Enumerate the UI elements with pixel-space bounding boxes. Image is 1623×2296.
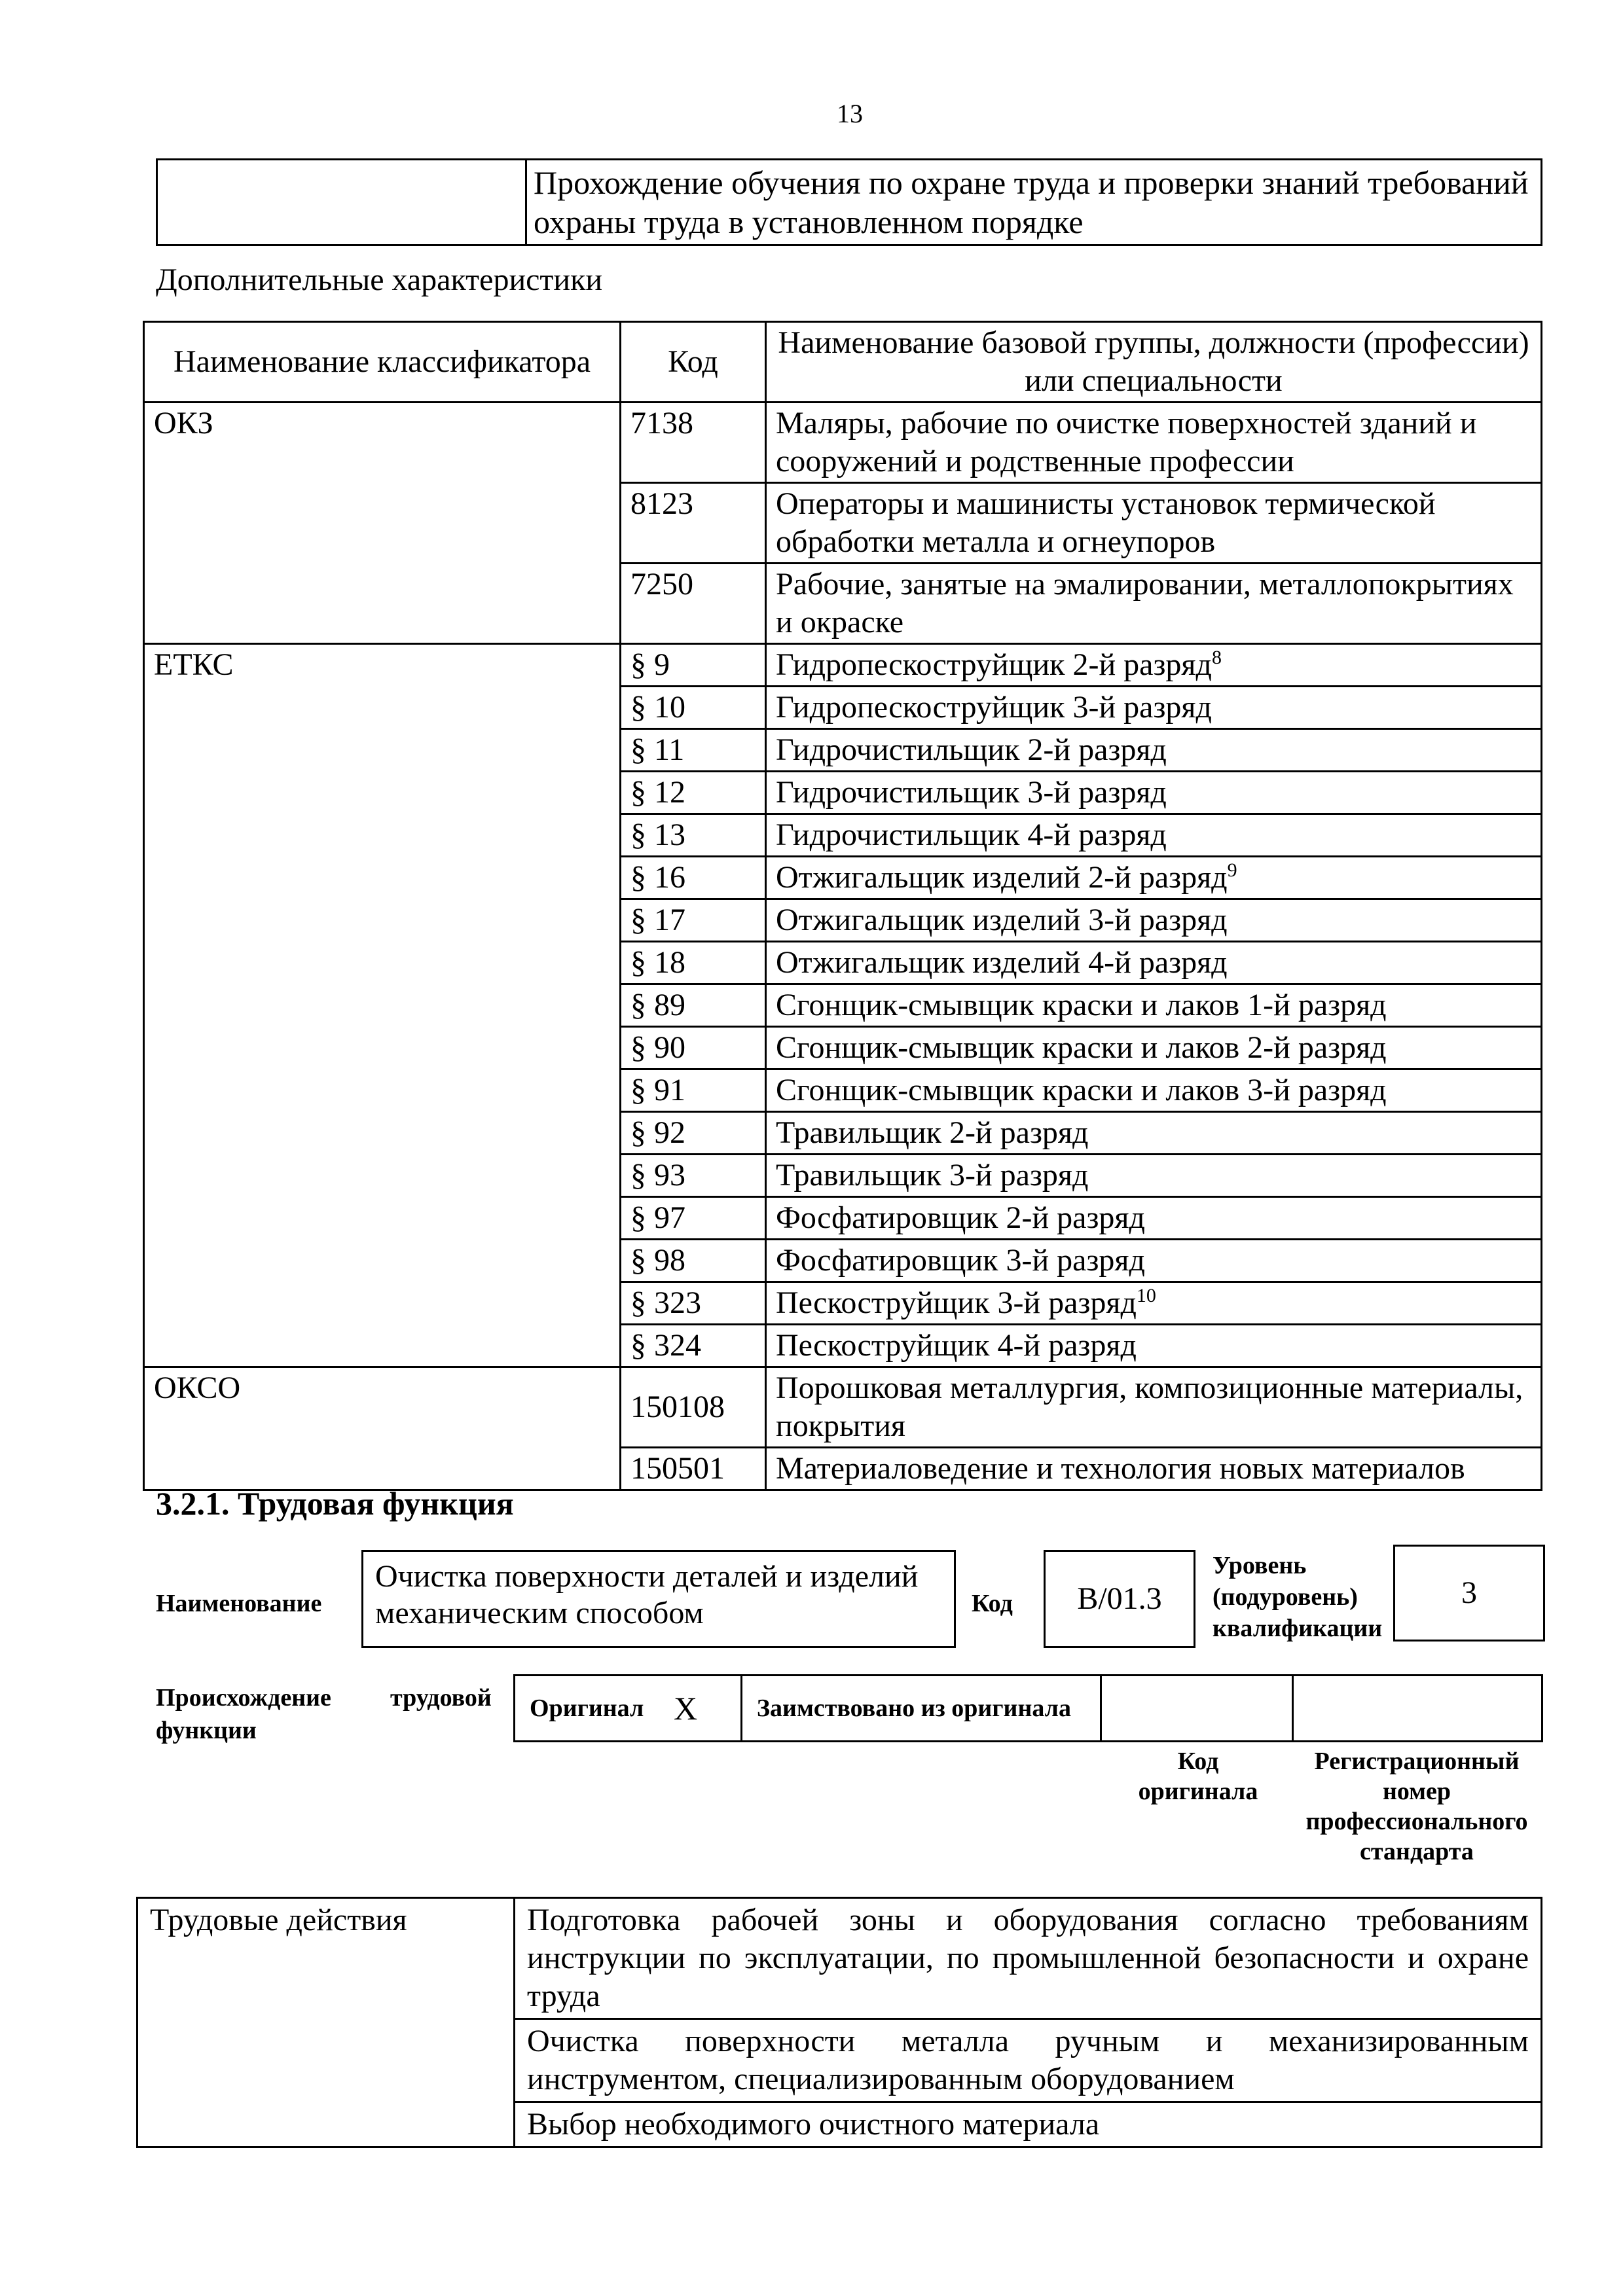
footnote-mark: 8: [1211, 647, 1222, 668]
action-item: Выбор необходимого очистного материала: [515, 2102, 1542, 2147]
header-classifier: Наименование классификатора: [144, 322, 621, 403]
table-row: [144, 644, 1542, 687]
origin-label-word-2: трудовой: [390, 1684, 492, 1712]
name-cell: Сгонщик-смывщик краски и лаков 2-й разряд: [766, 1027, 1542, 1069]
classifier-okso: ОКСО: [144, 1367, 621, 1490]
function-code-box: [1044, 1550, 1195, 1648]
table-row: [137, 1898, 1542, 2019]
footnote-mark: 9: [1227, 859, 1237, 881]
code-cell: § 11: [621, 729, 766, 772]
name-cell: [766, 857, 1542, 899]
reg-number-cell: [1292, 1674, 1543, 1742]
page-number: 13: [837, 99, 863, 128]
name-cell: Маляры, рабочие по очистке поверхностей зданий и сооружений и родственные профессии: [766, 403, 1542, 483]
code-cell: § 16: [621, 857, 766, 899]
code-cell: § 93: [621, 1155, 766, 1197]
origin-label-word-3: функции: [156, 1717, 257, 1744]
name-cell: Операторы и машинисты установок термической обработки металла и огнеупоров: [766, 483, 1542, 564]
name-text: Пескоструйщик 3-й разряд: [776, 1285, 1137, 1320]
name-cell: Фосфатировщик 2-й разряд: [766, 1197, 1542, 1240]
classifier-table: [143, 321, 1542, 1491]
code-cell: § 12: [621, 772, 766, 814]
code-cell: 8123: [621, 483, 766, 564]
function-code-value: B/01.3: [1077, 1581, 1162, 1616]
name-cell: [766, 644, 1542, 687]
header-code: Код: [621, 322, 766, 403]
original-label: Оригинал: [530, 1695, 644, 1722]
function-name-box: [361, 1550, 956, 1648]
code-cell: § 98: [621, 1240, 766, 1282]
name-cell: [766, 1282, 1542, 1325]
reg-number-caption: Регистрационный номер профессионального стандарта: [1305, 1748, 1528, 1865]
requirements-table: [156, 158, 1542, 246]
code-cell: § 10: [621, 687, 766, 729]
code-cell: 150108: [621, 1367, 766, 1448]
code-label: Код: [972, 1590, 1013, 1617]
original-cell: [513, 1674, 742, 1742]
origin-label-word-1: Происхождение: [156, 1684, 331, 1712]
code-cell: § 324: [621, 1325, 766, 1367]
code-cell: 150501: [621, 1448, 766, 1490]
original-mark: X: [674, 1690, 698, 1727]
code-cell: § 323: [621, 1282, 766, 1325]
footnote-mark: 10: [1136, 1285, 1156, 1306]
name-cell: Сгонщик-смывщик краски и лаков 1-й разряд: [766, 984, 1542, 1027]
borrowed-cell: [740, 1674, 1102, 1742]
code-cell: § 9: [621, 644, 766, 687]
code-cell: 7250: [621, 564, 766, 644]
code-cell: § 18: [621, 942, 766, 984]
qualification-level-box: [1393, 1545, 1545, 1641]
name-cell: Рабочие, занятые на эмалировании, металлопокрытиях и окраске: [766, 564, 1542, 644]
classifier-okz: ОКЗ: [144, 403, 621, 644]
additional-characteristics-title: Дополнительные характеристики: [156, 262, 603, 297]
name-cell: Сгонщик-смывщик краски и лаков 3-й разряд: [766, 1069, 1542, 1112]
function-name-value: Очистка поверхности деталей и изделий механическим способом: [375, 1559, 919, 1630]
name-cell: Отжигальщик изделий 4-й разряд: [766, 942, 1542, 984]
code-cell: § 91: [621, 1069, 766, 1112]
name-cell: Гидропескоструйщик 3-й разряд: [766, 687, 1542, 729]
code-cell: 7138: [621, 403, 766, 483]
code-cell: § 92: [621, 1112, 766, 1155]
name-cell: Гидрочистильщик 4-й разряд: [766, 814, 1542, 857]
name-cell: Гидрочистильщик 2-й разряд: [766, 729, 1542, 772]
table-row: [144, 1367, 1542, 1448]
classifier-etks: ЕТКС: [144, 644, 621, 1367]
qualification-level-value: 3: [1461, 1575, 1477, 1610]
original-code-caption: Код оригинала: [1138, 1748, 1258, 1805]
code-cell: § 90: [621, 1027, 766, 1069]
header-name: Наименование базовой группы, должности (профессии) или специальности: [766, 322, 1542, 403]
requirement-text: Прохождение обучения по охране труда и проверки знаний требований охраны труда в установленном порядке: [526, 160, 1542, 245]
code-cell: § 97: [621, 1197, 766, 1240]
table-row: [157, 160, 1542, 245]
code-cell: § 17: [621, 899, 766, 942]
name-cell: Пескоструйщик 4-й разряд: [766, 1325, 1542, 1367]
qualification-level-label: Уровень (подуровень) квалификации: [1213, 1552, 1383, 1642]
labor-actions-label: Трудовые действия: [137, 1898, 515, 2147]
labor-function-title: 3.2.1. Трудовая функция: [156, 1485, 514, 1522]
action-item: Очистка поверхности металла ручным и механизированным инструментом, специализированным оборудованием: [515, 2019, 1542, 2102]
empty-cell: [157, 160, 526, 245]
borrowed-label: Заимствовано из оригинала: [757, 1695, 1071, 1722]
name-cell: Травильщик 2-й разряд: [766, 1112, 1542, 1155]
name-cell: Материаловедение и технология новых материалов: [766, 1448, 1542, 1490]
code-cell: § 89: [621, 984, 766, 1027]
original-code-cell: [1100, 1674, 1294, 1742]
name-label: Наименование: [156, 1590, 322, 1617]
name-cell: Фосфатировщик 3-й разряд: [766, 1240, 1542, 1282]
table-row: [144, 403, 1542, 483]
name-cell: Гидрочистильщик 3-й разряд: [766, 772, 1542, 814]
name-cell: Травильщик 3-й разряд: [766, 1155, 1542, 1197]
table-header-row: [144, 322, 1542, 403]
name-text: Отжигальщик изделий 2-й разряд: [776, 860, 1228, 895]
name-cell: Порошковая металлургия, композиционные материалы, покрытия: [766, 1367, 1542, 1448]
labor-actions-table: [136, 1897, 1542, 2148]
name-text: Гидропескоструйщик 2-й разряд: [776, 647, 1212, 682]
name-cell: Отжигальщик изделий 3-й разряд: [766, 899, 1542, 942]
code-cell: § 13: [621, 814, 766, 857]
action-item: Подготовка рабочей зоны и оборудования согласно требованиям инструкции по эксплуатации, по промышленной безопасности и охране труда: [515, 1898, 1542, 2019]
